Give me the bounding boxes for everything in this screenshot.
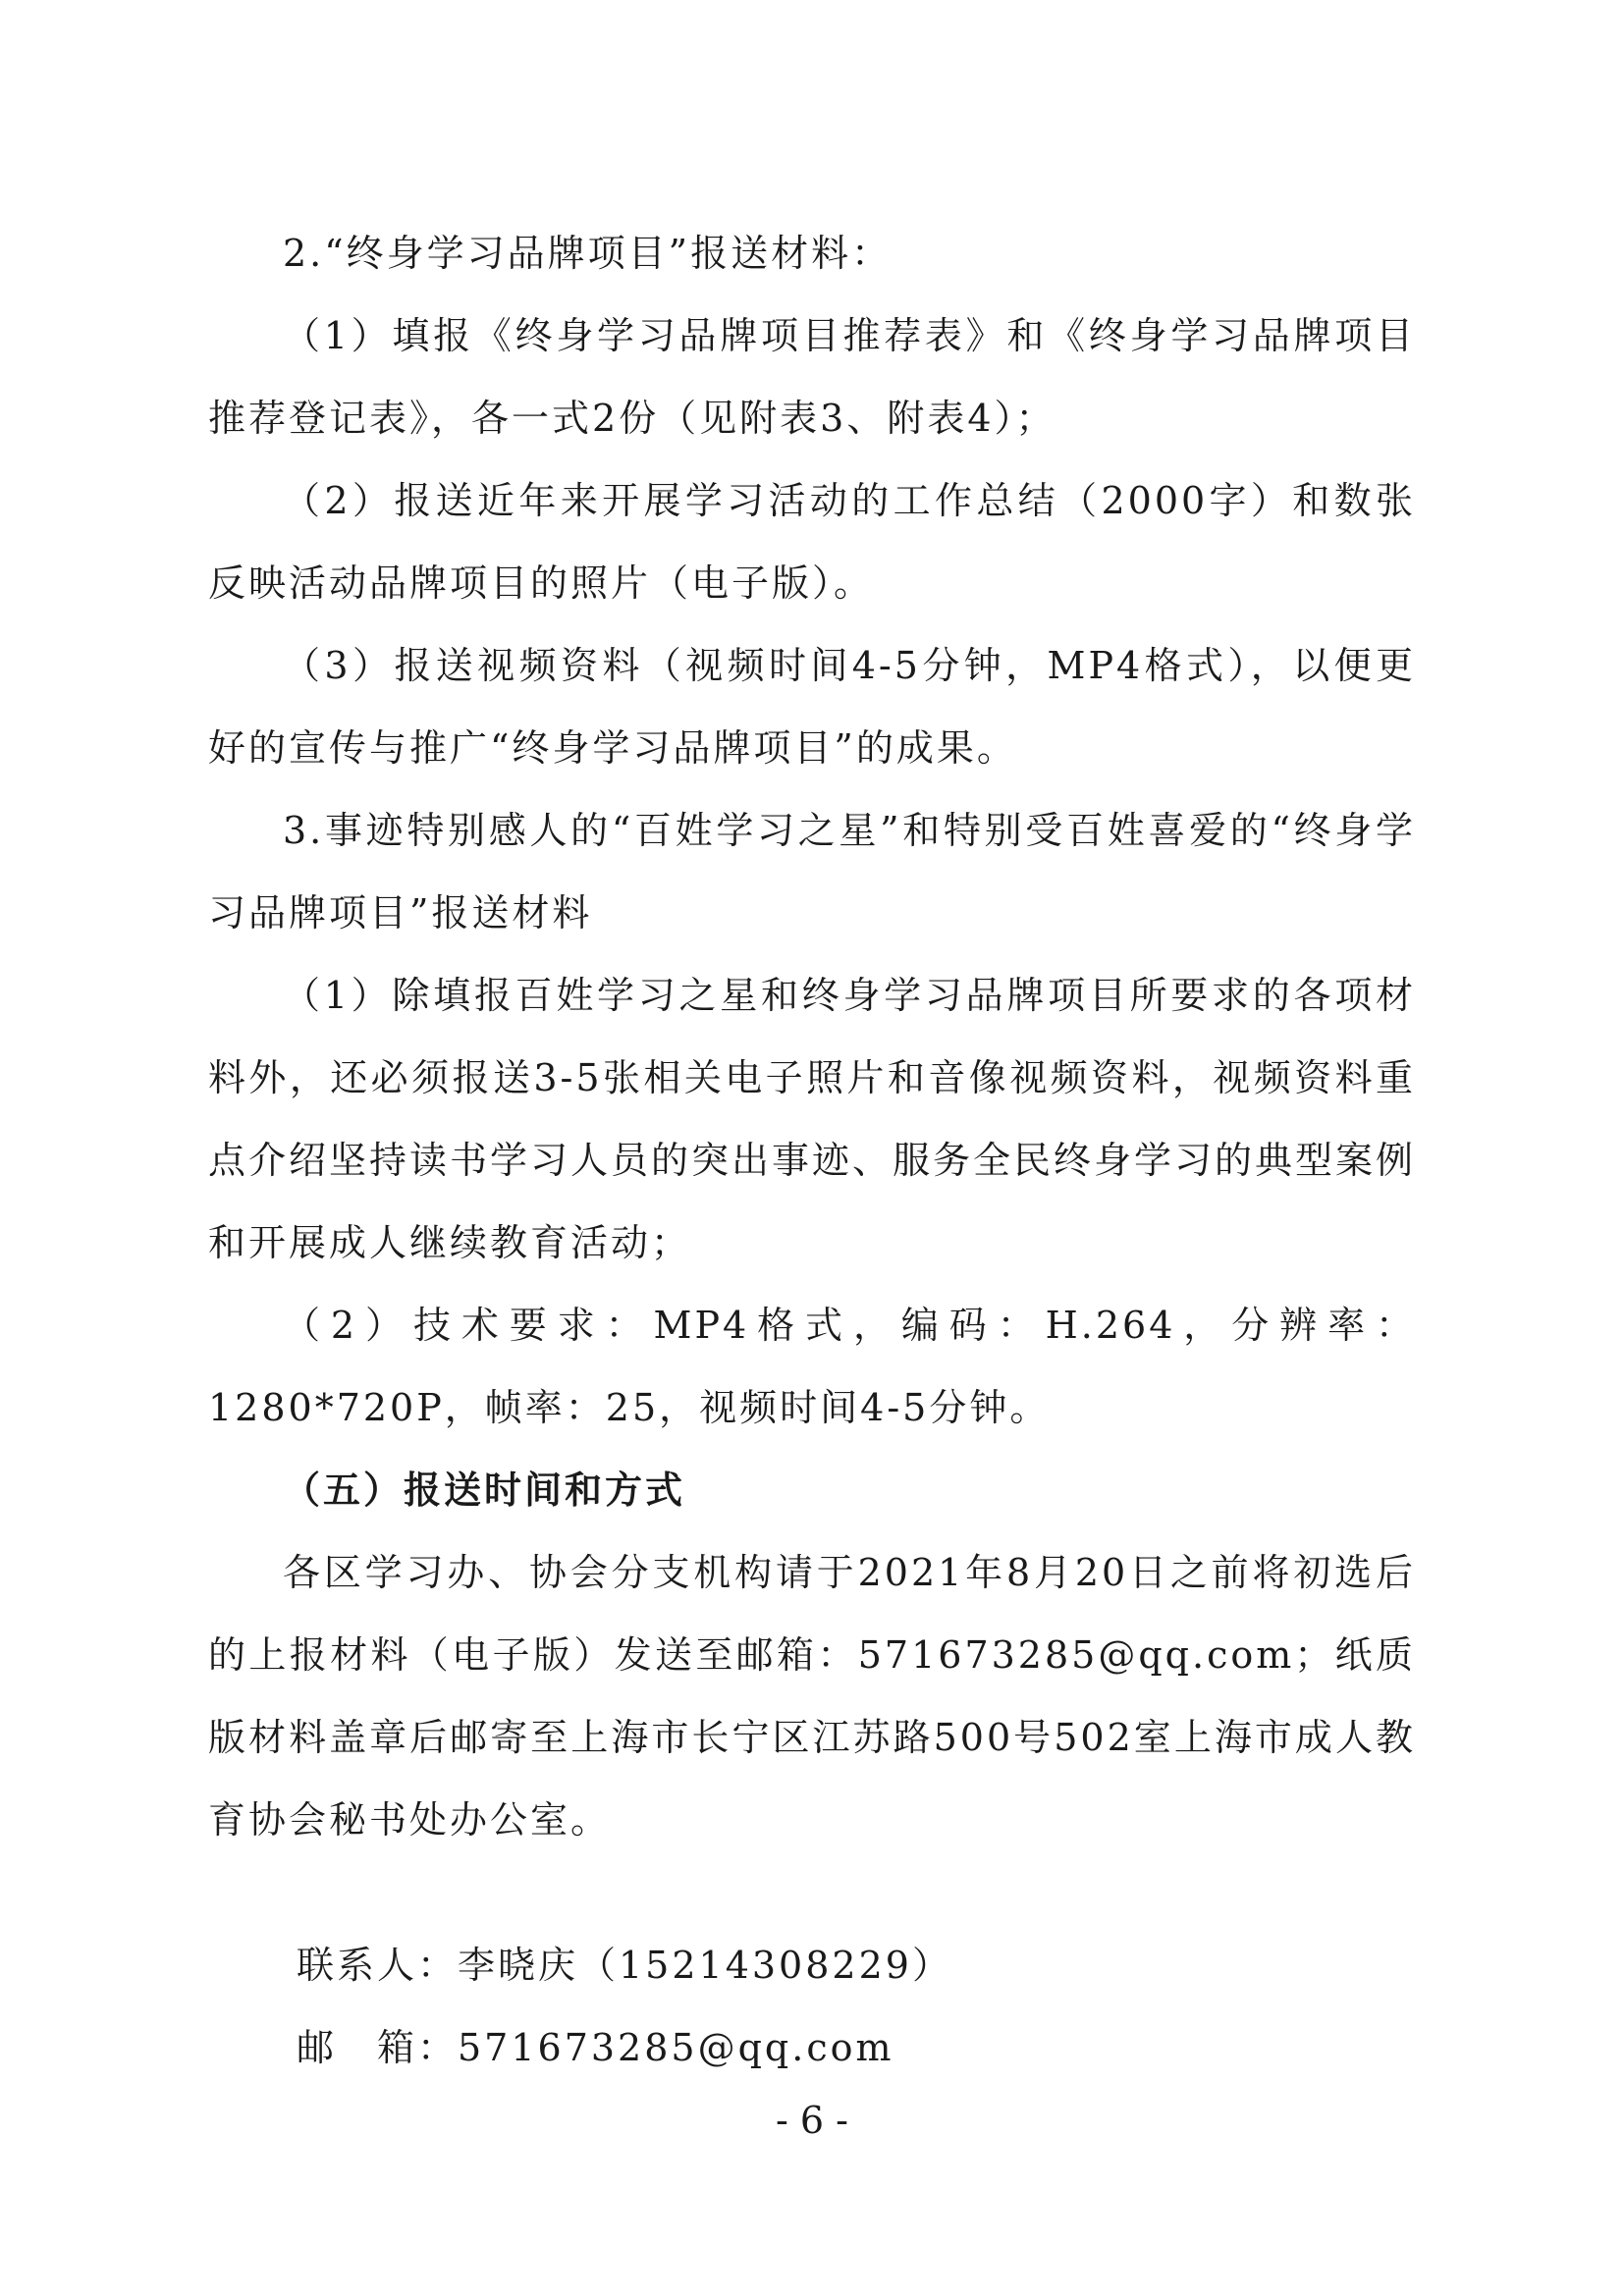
submission-paragraph: 各区学习办、协会分支机构请于2021年8月20日之前将初选后的上报材料（电子版）发送至邮箱：571673285@qq.com；纸质版材料盖章后邮寄至上海市长宁区江苏路500号502室上海市成人教育协会秘书处办公室。 (208, 1551, 1416, 1842)
item-2-1-paragraph: （1）填报《终身学习品牌项目推荐表》和《终身学习品牌项目推荐登记表》，各一式2份（见附表3、附表4）； (208, 314, 1416, 440)
item-2-3-paragraph: （3）报送视频资料（视频时间4-5分钟，MP4格式），以便更好的宣传与推广“终身学习品牌项目”的成果。 (208, 644, 1416, 770)
contact-person: 联系人：李晓庆（15214308229） (297, 1944, 952, 1987)
item-3-heading: 3.事迹特别感人的“百姓学习之星”和特别受百姓喜爱的“终身学习品牌项目”报送材料 (208, 809, 1416, 934)
item-2-heading: 2.“终身学习品牌项目”报送材料： (283, 232, 893, 275)
item-2-2-paragraph: （2）报送近年来开展学习活动的工作总结（2000字）和数张反映活动品牌项目的照片（电子版）。 (208, 479, 1416, 605)
page-number: - 6 - (775, 2099, 848, 2142)
contact-email: 邮 箱：571673285@qq.com (297, 2026, 894, 2069)
section-5-heading: （五）报送时间和方式 (283, 1468, 686, 1512)
item-3-1-paragraph: （1）除填报百姓学习之星和终身学习品牌项目所要求的各项材料外，还必须报送3-5张相关电子照片和音像视频资料，视频资料重点介绍坚持读书学习人员的突出事迹、服务全民终身学习的典型案例和开展成人继续教育活动； (208, 974, 1417, 1264)
item-3-2-paragraph: （2）技术要求：MP4格式，编码：H.264，分辨率：1280*720P，帧率：25，视频时间4-5分钟。 (208, 1304, 1416, 1429)
